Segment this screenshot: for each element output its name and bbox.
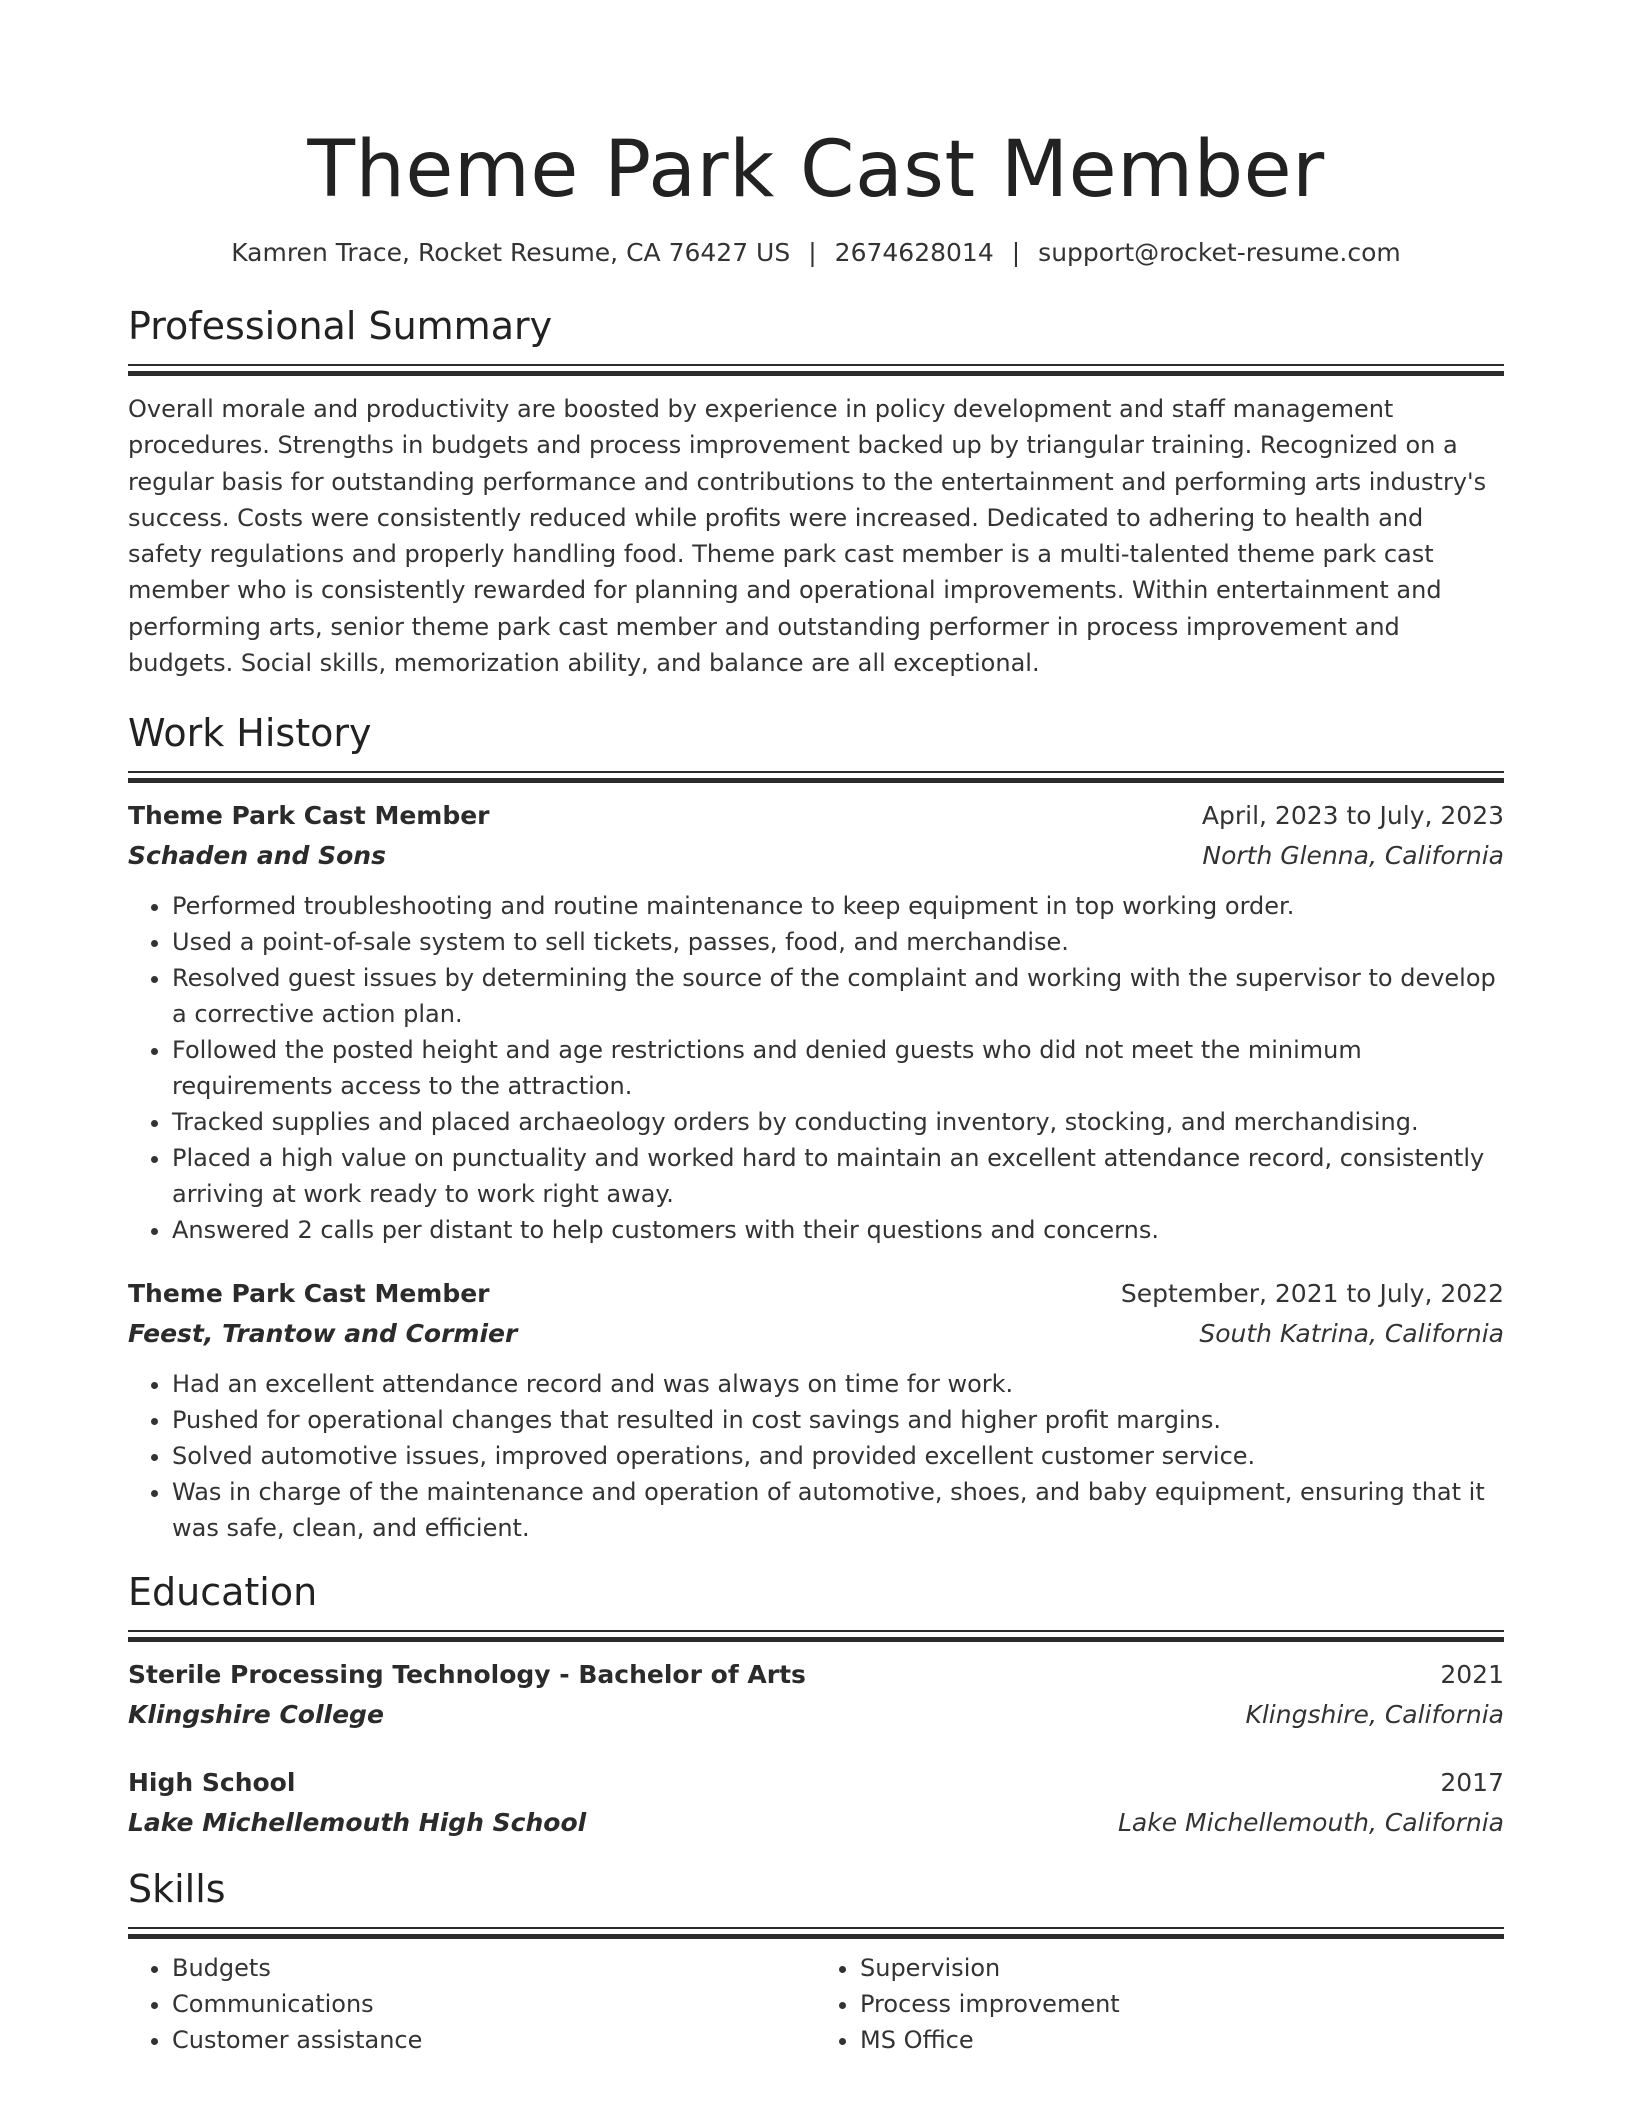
skills-columns: [128, 1950, 1504, 2058]
job-company: Feest, Trantow and Cormier: [128, 1319, 518, 1349]
job-entry: [128, 796, 1504, 1248]
summary-text: Overall morale and productivity are boosted by experience in policy development and staff management procedures. Strengths in budgets and process improvement backed up by triangular training. Recognized on a regular basis for outstanding performance and contributions to the entertainment and performing arts industry's success. Costs were consistently reduced while profits were increased. Dedicated to adhering to health and safety regulations and properly handling food. Theme park cast member is a multi-talented theme park cast member who is consistently rewarded for planning and operational improvements. Within entertainment and performing arts, senior theme park cast member and outstanding performer in process improvement and budgets. Social skills, memorization ability, and balance are all exceptional.: [128, 395, 1487, 678]
education-location: Lake Michellemouth, California: [1118, 1808, 1504, 1838]
skills-column-right: [816, 1950, 1504, 2058]
contact-line: [128, 236, 1504, 270]
education-header-row: [128, 1763, 1504, 1803]
education-year: 2017: [1440, 1768, 1504, 1798]
skills-section: [128, 1865, 1504, 2058]
education-school: Klingshire College: [128, 1700, 384, 1730]
contact-phone: 2674628014: [834, 238, 994, 267]
job-location: South Katrina, California: [1199, 1319, 1504, 1349]
job-bullet: • Placed a high value on punctuality and worked hard to maintain an excellent attendance record, consistently arriving at work ready to work right away.: [172, 1140, 1504, 1212]
job-title: Theme Park Cast Member: [128, 801, 490, 831]
section-heading-education: Education: [128, 1570, 318, 1615]
skills-column-left: [128, 1950, 816, 2058]
job-title: Theme Park Cast Member: [128, 1279, 490, 1309]
education-entry: [128, 1763, 1504, 1843]
section-heading-skills: Skills: [128, 1867, 226, 1912]
job-dates: April, 2023 to July, 2023: [1201, 801, 1504, 831]
job-bullet: • Performed troubleshooting and routine maintenance to keep equipment in top working order.: [172, 888, 1504, 924]
summary-section: [128, 302, 1504, 681]
skill-item: • Communications: [172, 1986, 816, 2022]
section-heading-summary: Professional Summary: [128, 304, 553, 348]
job-company: Schaden and Sons: [128, 841, 386, 871]
education-header-row: [128, 1655, 1504, 1695]
job-bullet: • Had an excellent attendance record and was always on time for work.: [172, 1366, 1504, 1402]
skill-item: • Customer assistance: [172, 2022, 816, 2058]
job-bullets: [128, 1366, 1504, 1546]
skill-item: • Process improvement: [860, 1986, 1504, 2022]
education-school: Lake Michellemouth High School: [128, 1808, 587, 1838]
education-degree: Sterile Processing Technology - Bachelor of Arts: [128, 1660, 806, 1690]
job-dates: September, 2021 to July, 2022: [1120, 1279, 1504, 1309]
job-bullet: • Solved automotive issues, improved operations, and provided excellent customer service.: [172, 1438, 1504, 1474]
job-bullet: • Was in charge of the maintenance and operation of automotive, shoes, and baby equipment, ensuring that it was safe, clean, and efficient.: [172, 1474, 1504, 1546]
section-divider: [128, 771, 1504, 782]
education-entry: [128, 1655, 1504, 1735]
job-bullet: • Resolved guest issues by determining the source of the complaint and working with the supervisor to develop a corrective action plan.: [172, 960, 1504, 1032]
contact-separator: |: [1011, 238, 1021, 267]
job-company-row: [128, 836, 1504, 876]
section-divider: [128, 364, 1504, 375]
skill-item: • Budgets: [172, 1950, 816, 1986]
education-location: Klingshire, California: [1245, 1700, 1504, 1730]
resume-title: Theme Park Cast Member: [307, 125, 1325, 215]
job-bullet: • Pushed for operational changes that resulted in cost savings and higher profit margins.: [172, 1402, 1504, 1438]
job-entry: [128, 1274, 1504, 1546]
contact-separator: |: [808, 238, 817, 267]
contact-address: Kamren Trace, Rocket Resume, CA 76427 US: [231, 238, 791, 267]
job-header-row: [128, 1274, 1504, 1314]
job-header-row: [128, 796, 1504, 836]
job-location: North Glenna, California: [1202, 841, 1504, 871]
education-school-row: [128, 1803, 1504, 1843]
job-company-row: [128, 1314, 1504, 1354]
contact-email: support@rocket-resume.com: [1038, 238, 1401, 267]
skill-item: • MS Office: [860, 2022, 1504, 2058]
job-bullet: • Tracked supplies and placed archaeology orders by conducting inventory, stocking, and merchandising.: [172, 1104, 1504, 1140]
education-section: [128, 1568, 1504, 1843]
skill-item: • Supervision: [860, 1950, 1504, 1986]
section-heading-work: Work History: [128, 711, 372, 756]
work-history-section: [128, 709, 1504, 1546]
education-degree: High School: [128, 1768, 296, 1798]
job-bullet: • Answered 2 calls per distant to help customers with their questions and concerns.: [172, 1212, 1504, 1248]
job-bullet: • Followed the posted height and age restrictions and denied guests who did not meet the minimum requirements access to the attraction.: [172, 1032, 1504, 1104]
job-bullets: [128, 888, 1504, 1248]
section-divider: [128, 1927, 1504, 1938]
section-divider: [128, 1630, 1504, 1641]
job-bullet: • Used a point-of-sale system to sell tickets, passes, food, and merchandise.: [172, 924, 1504, 960]
education-year: 2021: [1440, 1660, 1504, 1690]
education-school-row: [128, 1695, 1504, 1735]
